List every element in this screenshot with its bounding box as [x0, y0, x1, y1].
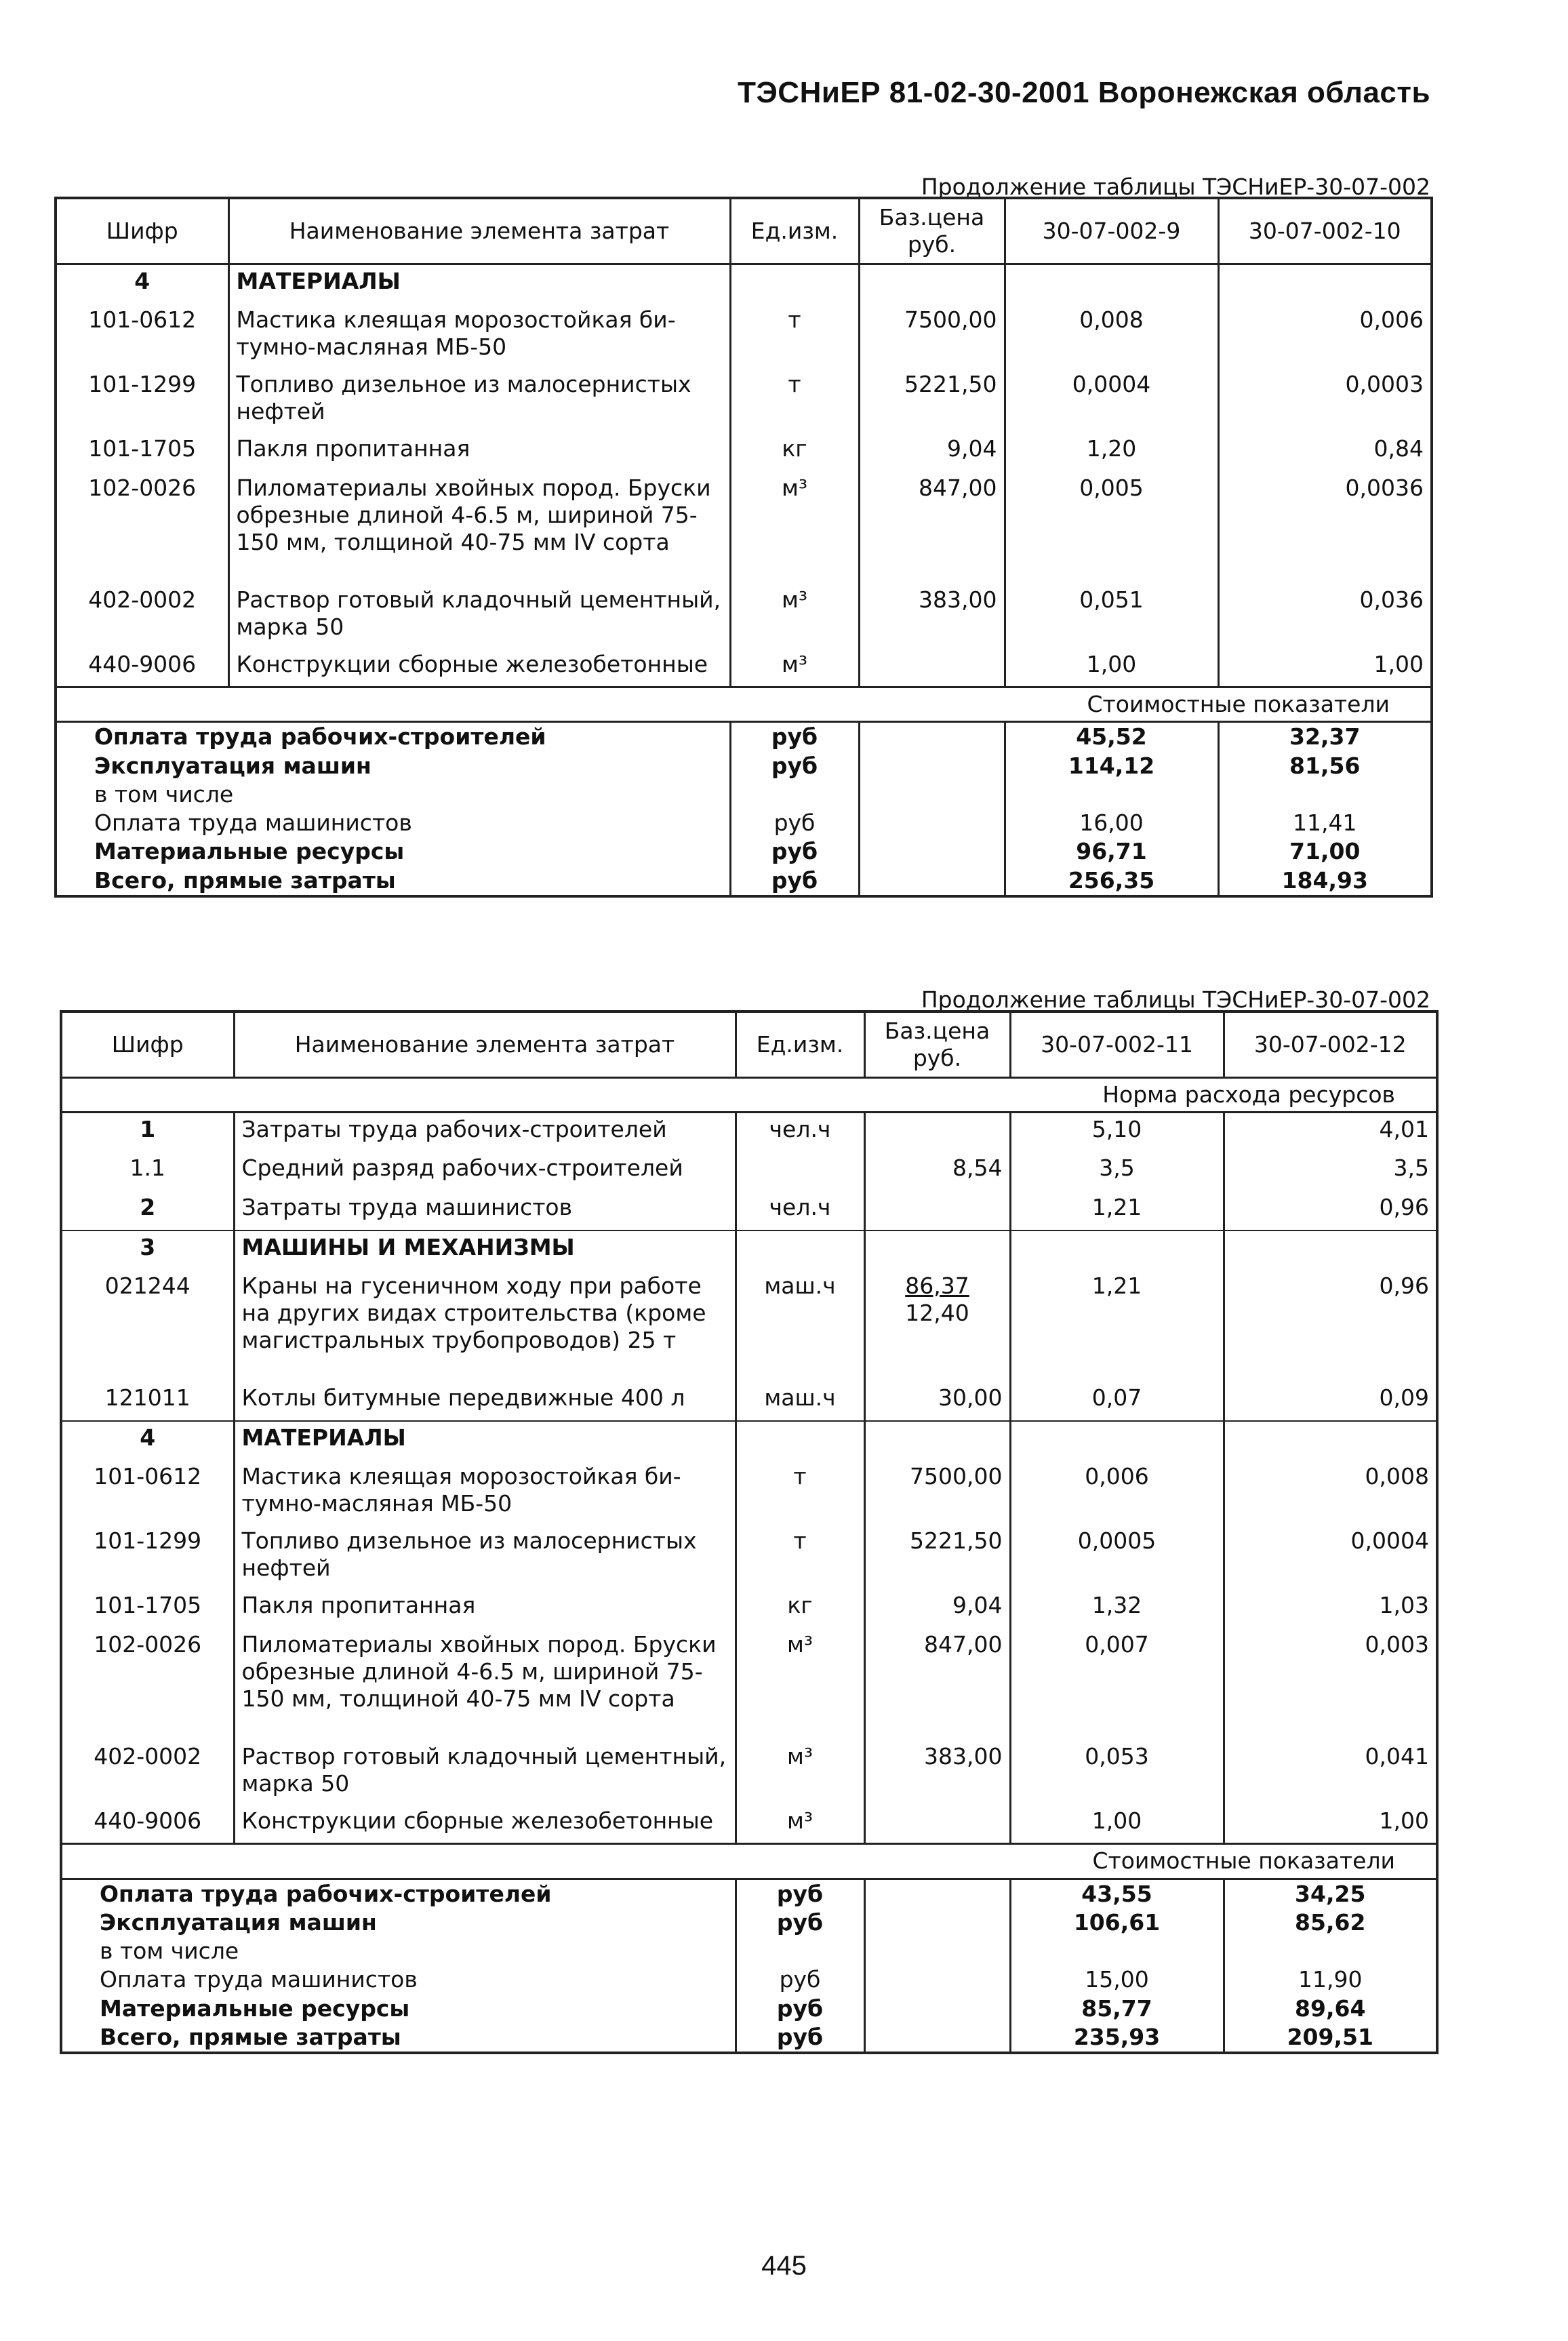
row-value1: 0,007	[1010, 1628, 1224, 1740]
cost-indicators-label	[61, 1844, 1437, 1879]
summary-value1: 45,52	[1005, 722, 1218, 752]
table-row	[61, 1421, 1437, 1460]
summary-name: Оплата труда рабочих-строителей	[56, 722, 730, 752]
row-price: 30,00	[864, 1382, 1010, 1421]
row-code: 402-0002	[56, 584, 228, 648]
row-value2: 0,003	[1224, 1628, 1437, 1740]
col-unit-header: Ед.изм.	[730, 198, 859, 264]
summary-unit	[730, 780, 859, 809]
summary-value2	[1224, 1937, 1437, 1965]
summary-price	[859, 780, 1005, 809]
row-value2: 0,0003	[1218, 368, 1432, 433]
row-name: Пакля пропитанная	[228, 433, 730, 472]
row-unit: м³	[736, 1805, 864, 1844]
row-price	[859, 648, 1005, 687]
summary-price	[864, 1995, 1010, 2023]
summary-row	[56, 752, 1432, 780]
table-row	[56, 304, 1432, 368]
summary-price	[864, 1937, 1010, 1965]
table-row	[61, 1382, 1437, 1421]
row-name: Раствор готовый кладочный цементный, марка 50	[228, 584, 730, 648]
summary-row	[61, 1879, 1437, 1908]
summary-unit: руб	[730, 837, 859, 866]
resource-table-2	[60, 1010, 1439, 2054]
summary-name: Оплата труда рабочих-строителей	[61, 1879, 736, 1908]
table-row	[56, 472, 1432, 584]
row-name: Конструкции сборные железобетонные	[228, 648, 730, 687]
summary-value1: 16,00	[1005, 809, 1218, 837]
summary-name: в том числе	[56, 780, 730, 809]
table-row	[61, 1628, 1437, 1740]
row-name: МАТЕРИАЛЫ	[228, 264, 730, 304]
row-code: 440-9006	[56, 648, 228, 687]
row-unit: чел.ч	[736, 1113, 864, 1152]
summary-price	[864, 1908, 1010, 1937]
col-name-header: Наименование элемента затрат	[228, 198, 730, 264]
summary-unit: руб	[736, 1965, 864, 1994]
row-name: Затраты труда рабочих-строителей	[234, 1113, 736, 1152]
summary-name: Оплата труда машинистов	[61, 1965, 736, 1994]
price-numerator: 86,37	[905, 1272, 969, 1299]
row-unit: м³	[736, 1740, 864, 1805]
document-header: ТЭСНиЕР 81-02-30-2001 Воронежская область	[738, 76, 1430, 109]
col-value2-header: 30-07-002-10	[1218, 198, 1432, 264]
row-code: 4	[56, 264, 228, 304]
row-unit: т	[736, 1460, 864, 1525]
summary-value1: 235,93	[1010, 2023, 1224, 2053]
row-name: Мастика клеящая морозостойкая би-тумно-масляная МБ-50	[234, 1460, 736, 1525]
col-name-header: Наименование элемента затрат	[234, 1012, 736, 1078]
row-value1	[1010, 1230, 1224, 1270]
row-name: МАШИНЫ И МЕХАНИЗМЫ	[234, 1230, 736, 1270]
row-value2: 3,5	[1224, 1152, 1437, 1191]
summary-price	[859, 809, 1005, 837]
summary-value2: 184,93	[1218, 866, 1432, 896]
row-value1: 1,32	[1010, 1589, 1224, 1628]
summary-value2: 71,00	[1218, 837, 1432, 866]
row-code: 101-0612	[56, 304, 228, 368]
summary-unit: руб	[730, 866, 859, 896]
row-value2	[1218, 264, 1432, 304]
summary-price	[859, 722, 1005, 752]
col-code-header: Шифр	[61, 1012, 234, 1078]
table-row	[61, 1589, 1437, 1628]
col-unit-header: Ед.изм.	[736, 1012, 864, 1078]
row-price: 7500,00	[859, 304, 1005, 368]
row-value1: 5,10	[1010, 1113, 1224, 1152]
label-text: Стоимостные показатели	[56, 687, 1432, 722]
summary-value2: 32,37	[1218, 722, 1432, 752]
row-value2: 0,008	[1224, 1460, 1437, 1525]
row-value1: 1,20	[1005, 433, 1218, 472]
summary-value1: 43,55	[1010, 1879, 1224, 1908]
row-name: Краны на гусеничном ходу при работе на других видах строительства (кроме магистральных трубопроводов) 25 т	[234, 1270, 736, 1382]
row-unit	[736, 1152, 864, 1191]
row-value2: 0,96	[1224, 1270, 1437, 1382]
row-code: 1	[61, 1113, 234, 1152]
row-name: Пиломатериалы хвойных пород. Бруски обрезные длиной 4-6.5 м, шириной 75-150 мм, толщиной 40-75 мм IV сорта	[234, 1628, 736, 1740]
row-name: Пакля пропитанная	[234, 1589, 736, 1628]
row-name: Конструкции сборные железобетонные	[234, 1805, 736, 1844]
row-code: 101-1299	[61, 1525, 234, 1589]
row-unit: м³	[730, 648, 859, 687]
row-unit: маш.ч	[736, 1270, 864, 1382]
summary-row	[61, 1937, 1437, 1965]
row-value2: 1,03	[1224, 1589, 1437, 1628]
summary-row	[61, 1995, 1437, 2023]
summary-value1: 106,61	[1010, 1908, 1224, 1937]
row-price: 7500,00	[864, 1460, 1010, 1525]
row-price: 5221,50	[859, 368, 1005, 433]
row-price: 383,00	[859, 584, 1005, 648]
summary-price	[864, 1965, 1010, 1994]
row-value2: 0,006	[1218, 304, 1432, 368]
row-name: Затраты труда машинистов	[234, 1191, 736, 1230]
summary-row	[56, 866, 1432, 896]
col-price-header: Баз.цена руб.	[859, 198, 1005, 264]
table-row	[56, 368, 1432, 433]
row-unit: маш.ч	[736, 1382, 864, 1421]
summary-row	[56, 780, 1432, 809]
summary-row	[61, 1908, 1437, 1937]
row-value2: 1,00	[1224, 1805, 1437, 1844]
row-code: 021244	[61, 1270, 234, 1382]
row-value1: 0,053	[1010, 1740, 1224, 1805]
summary-unit: руб	[736, 1995, 864, 2023]
summary-unit: руб	[736, 2023, 864, 2053]
row-value2	[1224, 1421, 1437, 1460]
table1-continuation-caption: Продолжение таблицы ТЭСНиЕР-30-07-002	[921, 174, 1430, 200]
summary-value2: 11,41	[1218, 809, 1432, 837]
summary-unit: руб	[736, 1879, 864, 1908]
row-unit	[736, 1421, 864, 1460]
col-value2-header: 30-07-002-12	[1224, 1012, 1437, 1078]
row-price: 8,54	[864, 1152, 1010, 1191]
summary-name: Материальные ресурсы	[56, 837, 730, 866]
summary-name: Эксплуатация машин	[56, 752, 730, 780]
cost-indicators-label	[56, 687, 1432, 722]
table-row	[56, 648, 1432, 687]
row-code: 101-1705	[56, 433, 228, 472]
row-code: 2	[61, 1191, 234, 1230]
row-code: 3	[61, 1230, 234, 1270]
row-code: 102-0026	[56, 472, 228, 584]
summary-price	[864, 2023, 1010, 2053]
row-price: 383,00	[864, 1740, 1010, 1805]
row-code: 1.1	[61, 1152, 234, 1191]
summary-unit	[736, 1937, 864, 1965]
table2-continuation-caption: Продолжение таблицы ТЭСНиЕР-30-07-002	[921, 986, 1430, 1013]
table-row	[61, 1152, 1437, 1191]
row-value1: 0,051	[1005, 584, 1218, 648]
row-name: Раствор готовый кладочный цементный, марка 50	[234, 1740, 736, 1805]
row-value1: 0,0004	[1005, 368, 1218, 433]
table-row	[61, 1270, 1437, 1382]
summary-price	[859, 837, 1005, 866]
row-value1	[1005, 264, 1218, 304]
table-row	[56, 584, 1432, 648]
row-price: 9,04	[859, 433, 1005, 472]
summary-price	[859, 866, 1005, 896]
summary-unit: руб	[730, 809, 859, 837]
row-price	[864, 1421, 1010, 1460]
row-value1	[1010, 1421, 1224, 1460]
summary-price	[859, 752, 1005, 780]
summary-value1: 85,77	[1010, 1995, 1224, 2023]
row-value1: 0,07	[1010, 1382, 1224, 1421]
summary-name: Оплата труда машинистов	[56, 809, 730, 837]
row-value2: 0,041	[1224, 1740, 1437, 1805]
row-unit: м³	[736, 1628, 864, 1740]
row-name: Мастика клеящая морозостойкая би-тумно-масляная МБ-50	[228, 304, 730, 368]
row-value2: 0,09	[1224, 1382, 1437, 1421]
summary-name: Всего, прямые затраты	[56, 866, 730, 896]
row-value2: 0,0004	[1224, 1525, 1437, 1589]
row-unit	[730, 264, 859, 304]
summary-name: Эксплуатация машин	[61, 1908, 736, 1937]
row-value1: 1,00	[1010, 1805, 1224, 1844]
summary-value1	[1010, 1937, 1224, 1965]
row-code: 4	[61, 1421, 234, 1460]
table-row	[61, 1113, 1437, 1152]
row-unit: м³	[730, 472, 859, 584]
summary-value1: 114,12	[1005, 752, 1218, 780]
row-value2: 4,01	[1224, 1113, 1437, 1152]
row-code: 402-0002	[61, 1740, 234, 1805]
row-unit: кг	[736, 1589, 864, 1628]
row-value2: 0,036	[1218, 584, 1432, 648]
summary-value1: 96,71	[1005, 837, 1218, 866]
page-number: 445	[761, 2251, 807, 2281]
table-header-row	[56, 198, 1432, 264]
table-row	[61, 1191, 1437, 1230]
row-name: Топливо дизельное из малосернистых нефтей	[234, 1525, 736, 1589]
row-value2: 0,0036	[1218, 472, 1432, 584]
row-value2: 1,00	[1218, 648, 1432, 687]
row-price	[864, 1270, 1010, 1382]
row-unit: кг	[730, 433, 859, 472]
row-unit: т	[736, 1525, 864, 1589]
row-name: Средний разряд рабочих-строителей	[234, 1152, 736, 1191]
row-price	[859, 264, 1005, 304]
row-unit: т	[730, 368, 859, 433]
row-value1: 1,21	[1010, 1270, 1224, 1382]
summary-row	[61, 2023, 1437, 2053]
summary-value2: 89,64	[1224, 1995, 1437, 2023]
table-row	[61, 1230, 1437, 1270]
summary-unit: руб	[730, 752, 859, 780]
row-value1: 1,21	[1010, 1191, 1224, 1230]
col-value1-header: 30-07-002-11	[1010, 1012, 1224, 1078]
summary-row	[56, 722, 1432, 752]
row-value1: 3,5	[1010, 1152, 1224, 1191]
row-price: 9,04	[864, 1589, 1010, 1628]
summary-name: Материальные ресурсы	[61, 1995, 736, 2023]
summary-row	[56, 837, 1432, 866]
row-unit: т	[730, 304, 859, 368]
summary-row	[56, 809, 1432, 837]
summary-name: в том числе	[61, 1937, 736, 1965]
table-row	[56, 433, 1432, 472]
summary-value1: 256,35	[1005, 866, 1218, 896]
row-value2: 0,84	[1218, 433, 1432, 472]
row-code: 101-0612	[61, 1460, 234, 1525]
row-name: МАТЕРИАЛЫ	[234, 1421, 736, 1460]
row-price	[864, 1805, 1010, 1844]
summary-value2	[1218, 780, 1432, 809]
row-name: Пиломатериалы хвойных пород. Бруски обрезные длиной 4-6.5 м, шириной 75-150 мм, толщиной 40-75 мм IV сорта	[228, 472, 730, 584]
label-text: Норма расхода ресурсов	[61, 1078, 1437, 1113]
summary-value2: 81,56	[1218, 752, 1432, 780]
norm-label	[61, 1078, 1437, 1113]
row-price: 847,00	[859, 472, 1005, 584]
row-code: 101-1299	[56, 368, 228, 433]
row-price: 5221,50	[864, 1525, 1010, 1589]
summary-unit: руб	[730, 722, 859, 752]
col-code-header: Шифр	[56, 198, 228, 264]
summary-row	[61, 1965, 1437, 1994]
row-price	[864, 1191, 1010, 1230]
row-value1: 0,008	[1005, 304, 1218, 368]
row-code: 121011	[61, 1382, 234, 1421]
row-unit: м³	[730, 584, 859, 648]
summary-name: Всего, прямые затраты	[61, 2023, 736, 2053]
summary-value2: 209,51	[1224, 2023, 1437, 2053]
table-row	[61, 1525, 1437, 1589]
table-header-row	[61, 1012, 1437, 1078]
row-value2	[1224, 1230, 1437, 1270]
row-price: 847,00	[864, 1628, 1010, 1740]
row-value1: 0,0005	[1010, 1525, 1224, 1589]
label-text: Стоимостные показатели	[61, 1844, 1437, 1879]
row-code: 102-0026	[61, 1628, 234, 1740]
row-unit	[736, 1230, 864, 1270]
row-price	[864, 1230, 1010, 1270]
row-code: 101-1705	[61, 1589, 234, 1628]
price-denominator: 12,40	[905, 1300, 969, 1326]
summary-value2: 34,25	[1224, 1879, 1437, 1908]
row-value1: 1,00	[1005, 648, 1218, 687]
summary-value2: 11,90	[1224, 1965, 1437, 1994]
row-value1: 0,005	[1005, 472, 1218, 584]
row-value1: 0,006	[1010, 1460, 1224, 1525]
summary-value1	[1005, 780, 1218, 809]
table-row	[56, 264, 1432, 304]
summary-price	[864, 1879, 1010, 1908]
row-name: Топливо дизельное из малосернистых нефтей	[228, 368, 730, 433]
table-row	[61, 1740, 1437, 1805]
col-value1-header: 30-07-002-9	[1005, 198, 1218, 264]
row-name: Котлы битумные передвижные 400 л	[234, 1382, 736, 1421]
resource-table-1	[54, 197, 1433, 898]
summary-unit: руб	[736, 1908, 864, 1937]
summary-value2: 85,62	[1224, 1908, 1437, 1937]
table-row	[61, 1805, 1437, 1844]
row-price	[864, 1113, 1010, 1152]
row-value2: 0,96	[1224, 1191, 1437, 1230]
summary-value1: 15,00	[1010, 1965, 1224, 1994]
table-row	[61, 1460, 1437, 1525]
col-price-header: Баз.цена руб.	[864, 1012, 1010, 1078]
row-unit: чел.ч	[736, 1191, 864, 1230]
row-code: 440-9006	[61, 1805, 234, 1844]
